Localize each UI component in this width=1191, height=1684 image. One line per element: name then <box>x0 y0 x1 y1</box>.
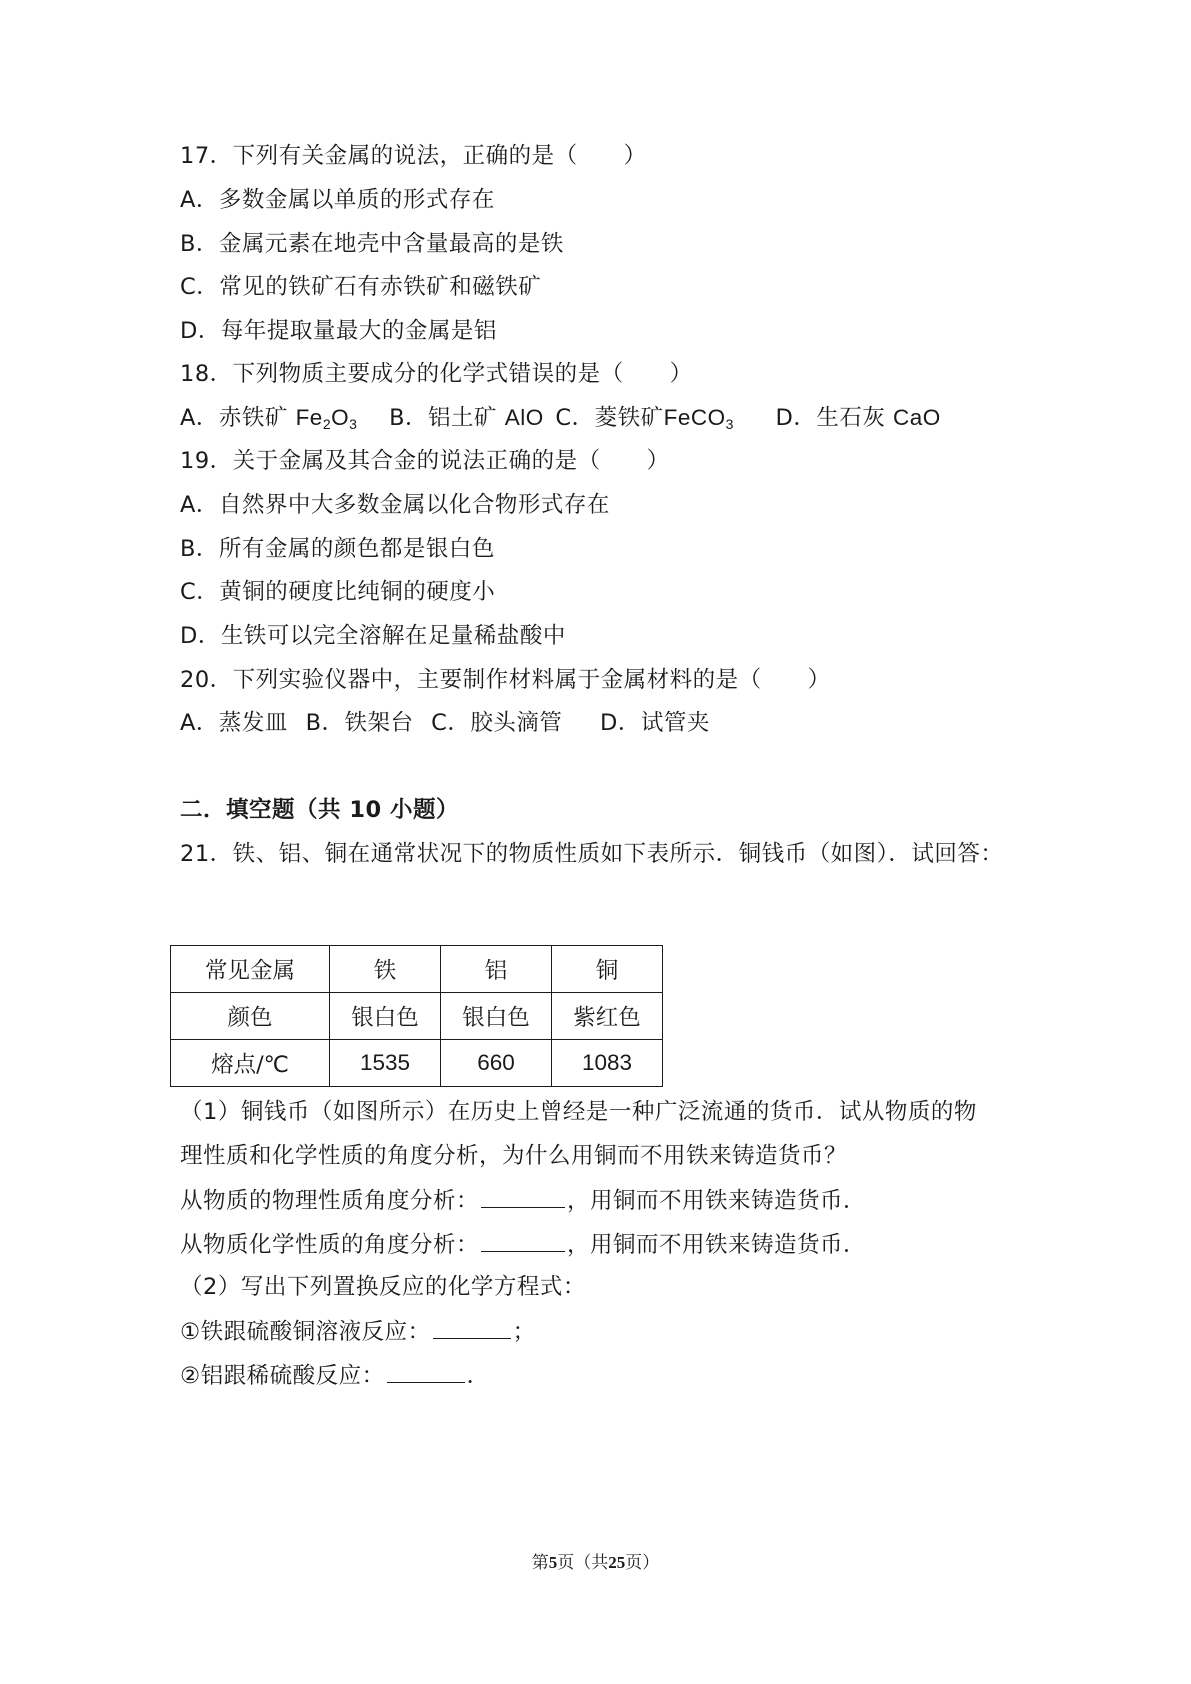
q18-options <box>180 403 941 433</box>
table-cell: 铝 <box>441 946 552 993</box>
q17-option-c: C．常见的铁矿石有赤铁矿和磁铁矿 <box>180 274 542 300</box>
physical-suffix: ，用铜而不用铁来铸造货币． <box>567 1188 867 1214</box>
section-heading: 二．填空题（共 10 小题） <box>180 797 459 823</box>
physical-answer-blank[interactable] <box>481 1185 565 1208</box>
reaction-1-blank[interactable] <box>433 1316 511 1339</box>
reaction-1-prompt: ①铁跟硫酸铜溶液反应： <box>180 1319 431 1345</box>
table-cell: 铜 <box>552 946 663 993</box>
table-cell: 银白色 <box>441 993 552 1040</box>
q18-option-c-formula: FeCO$_3$ <box>663 405 734 432</box>
q21-part1-line1: （1）铜钱币（如图所示）在历史上曾经是一种广泛流通的货币．试从物质的物 <box>180 1099 977 1125</box>
q21-chemical-answer <box>180 1229 866 1260</box>
q21-part1-line2: 理性质和化学性质的角度分析，为什么用铜而不用铁来铸造货币？ <box>180 1143 848 1169</box>
q21-reaction-1 <box>180 1316 536 1347</box>
q21-physical-answer <box>180 1185 866 1216</box>
q20-option-c: C．胶头滴管 <box>431 710 563 736</box>
footer-middle: 页（共 <box>557 1553 609 1573</box>
q19-option-b: B．所有金属的颜色都是银白色 <box>180 536 495 562</box>
table-cell: 1083 <box>552 1040 663 1087</box>
table-row <box>171 993 663 1040</box>
table-cell: 银白色 <box>330 993 441 1040</box>
q19-option-a: A．自然界中大多数金属以化合物形式存在 <box>180 492 610 518</box>
page-number: 5 <box>548 1553 558 1572</box>
q18-option-d-formula: CaO <box>893 405 941 430</box>
q17-option-d: D．每年提取量最大的金属是铝 <box>180 318 497 344</box>
metal-properties-table <box>170 945 663 1087</box>
table-cell: 铁 <box>330 946 441 993</box>
q20-stem: 20．下列实验仪器中，主要制作材料属于金属材料的是（ ） <box>180 667 831 693</box>
q19-option-c: C．黄铜的硬度比纯铜的硬度小 <box>180 579 496 605</box>
q21-part2: （2）写出下列置换反应的化学方程式： <box>180 1274 586 1300</box>
q18-option-d <box>776 403 941 433</box>
table-cell: 660 <box>441 1040 552 1087</box>
table-row <box>171 1040 663 1087</box>
q18-option-a-formula: $Fe_2O_3$ <box>295 405 358 432</box>
reaction-1-suffix: ； <box>512 1319 536 1345</box>
total-pages: 25 <box>608 1553 626 1572</box>
q18-option-c-label: C．菱铁矿 <box>555 405 664 431</box>
physical-prompt: 从物质的物理性质角度分析： <box>180 1188 480 1214</box>
q18-option-b <box>389 403 544 433</box>
q19-stem: 19．关于金属及其合金的说法正确的是（ ） <box>180 448 670 474</box>
reaction-2-blank[interactable] <box>387 1360 465 1383</box>
q18-option-b-label: B．铝土矿 <box>389 405 498 431</box>
q21-reaction-2 <box>180 1360 490 1391</box>
q18-stem: 18．下列物质主要成分的化学式错误的是（ ） <box>180 361 693 387</box>
q20-option-b: B．铁架台 <box>305 710 414 736</box>
table-row <box>171 946 663 993</box>
q20-option-d: D．试管夹 <box>600 710 710 736</box>
q17-option-b: B．金属元素在地壳中含量最高的是铁 <box>180 231 564 257</box>
q18-option-a-label: A．赤铁矿 <box>180 405 288 431</box>
footer-suffix: 页） <box>625 1553 660 1573</box>
q21-stem: 21．铁、铝、铜在通常状况下的物质性质如下表所示．铜钱币（如图）．试回答： <box>180 841 1004 867</box>
chemical-suffix: ，用铜而不用铁来铸造货币． <box>567 1232 867 1258</box>
q18-option-d-label: D．生石灰 <box>775 405 886 431</box>
q18-option-c <box>555 403 734 433</box>
q18-option-b-formula: AlO <box>504 405 544 430</box>
reaction-2-suffix: ． <box>466 1363 490 1389</box>
q20-options <box>180 708 710 738</box>
q20-option-a: A．蒸发皿 <box>180 710 288 736</box>
table-cell: 紫红色 <box>552 993 663 1040</box>
table-cell: 颜色 <box>171 993 330 1040</box>
page-footer <box>0 1548 1191 1573</box>
reaction-2-prompt: ②铝跟稀硫酸反应： <box>180 1363 385 1389</box>
footer-prefix: 第 <box>531 1553 549 1573</box>
q18-option-a <box>180 403 357 433</box>
q17-stem: 17．下列有关金属的说法，正确的是（ ） <box>180 143 647 169</box>
chemical-answer-blank[interactable] <box>481 1229 565 1252</box>
q17-option-a: A．多数金属以单质的形式存在 <box>180 187 495 213</box>
q19-option-d: D．生铁可以完全溶解在足量稀盐酸中 <box>180 623 566 649</box>
table-cell: 常见金属 <box>171 946 330 993</box>
table-cell: 熔点/℃ <box>171 1040 330 1087</box>
table-cell: 1535 <box>330 1040 441 1087</box>
chemical-prompt: 从物质化学性质的角度分析： <box>180 1232 480 1258</box>
